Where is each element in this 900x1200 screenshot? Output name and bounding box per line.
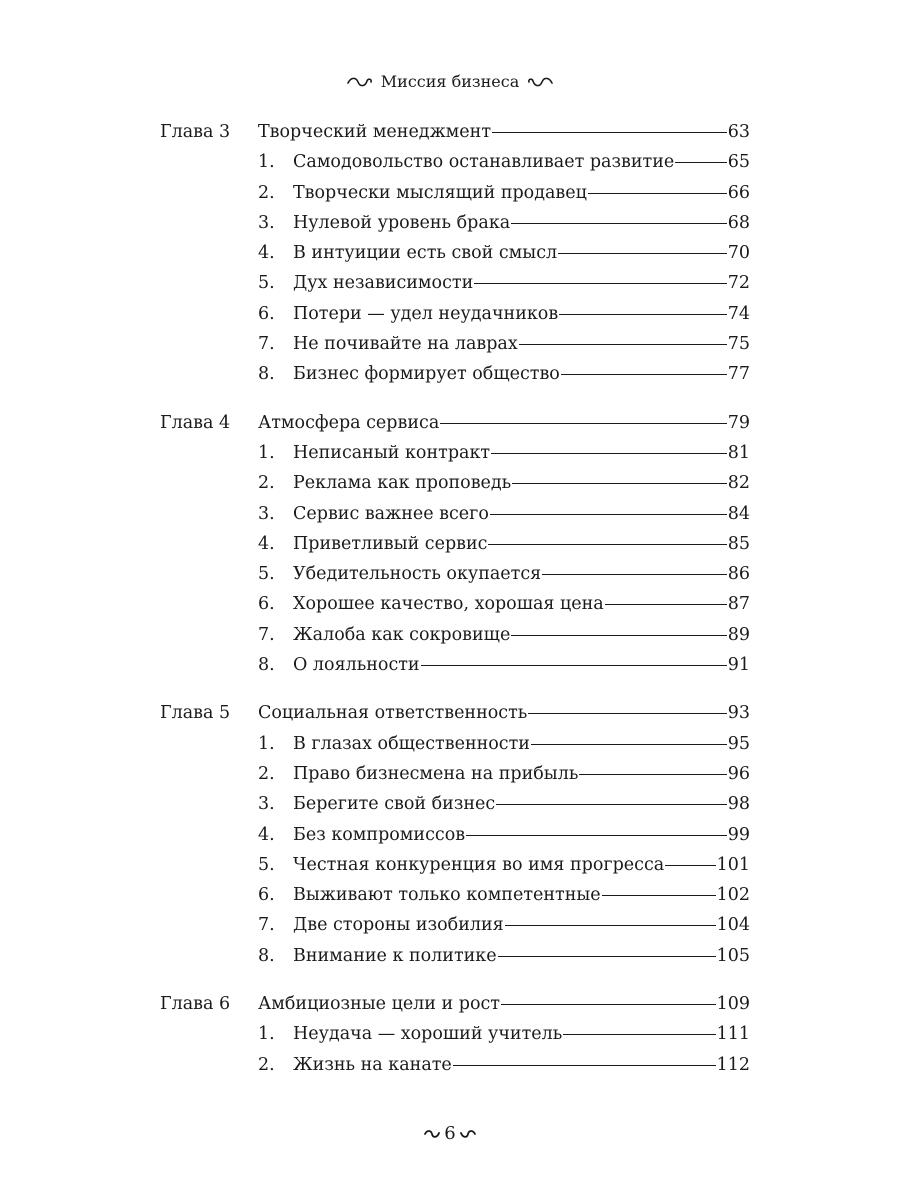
leader-line (665, 865, 715, 866)
entry-title: Без компромиссов (293, 824, 466, 845)
toc-entry (160, 438, 750, 468)
leader-line (453, 1065, 716, 1066)
leader-line (588, 193, 727, 194)
chapter-page: 79 (727, 412, 750, 433)
entry-page: 66 (727, 182, 750, 203)
entry-number: 3. (258, 794, 275, 815)
toc-entry (160, 880, 750, 910)
leader-line (501, 1004, 716, 1005)
entry-number: 2. (258, 473, 275, 494)
leader-line (563, 1034, 715, 1035)
chapter-label: Глава 3 (160, 122, 231, 142)
toc-entry (160, 468, 750, 498)
chapter-label: Глава 6 (160, 994, 231, 1015)
toc-entry (160, 1019, 750, 1049)
chapter-label: Глава 4 (160, 412, 231, 433)
leader-line (559, 314, 727, 315)
toc-entry (160, 729, 750, 759)
entry-page: 98 (727, 794, 750, 815)
leader-line (511, 635, 726, 636)
leader-line (605, 604, 727, 605)
toc-entry (160, 1050, 750, 1080)
toc-entry (160, 529, 750, 559)
toc-entry (160, 559, 750, 589)
entry-number: 1. (258, 733, 275, 754)
entry-title: Две стороны изобилия (293, 915, 504, 936)
entry-number: 7. (258, 624, 275, 645)
entry-title: Бизнес формирует общество (293, 364, 560, 385)
entry-page: 81 (727, 442, 750, 463)
entry-title: Хорошее качество, хорошая цена (293, 594, 604, 615)
leader-line (490, 514, 727, 515)
entry-title: Внимание к политике (293, 945, 497, 966)
entry-number: 8. (258, 655, 275, 676)
toc-entry (160, 589, 750, 619)
entry-number: 4. (258, 533, 275, 554)
entry-title: Реклама как проповедь (293, 473, 512, 494)
entry-title: О лояльности (293, 655, 420, 676)
leader-line (579, 774, 726, 775)
entry-number: 1. (258, 1024, 275, 1045)
entry-title: Сервис важнее всего (293, 503, 489, 524)
leader-line (531, 744, 727, 745)
toc-entry (160, 238, 750, 268)
toc-entry (160, 299, 750, 329)
chapter-section (160, 698, 750, 971)
entry-page: 95 (727, 733, 750, 754)
leader-line (528, 713, 726, 714)
entry-number: 8. (258, 945, 275, 966)
page-number: 6 (444, 1123, 456, 1144)
entry-number: 6. (258, 885, 275, 906)
toc-entry (160, 178, 750, 208)
chapter-heading (160, 698, 750, 728)
entry-page: 77 (727, 364, 750, 385)
leader-line (498, 956, 716, 957)
toc-entry (160, 268, 750, 298)
entry-page: 65 (727, 152, 750, 173)
flourish-left-icon (424, 1129, 440, 1139)
toc-entry (160, 208, 750, 238)
leader-line (466, 835, 727, 836)
entry-title: Жалоба как сокровище (293, 624, 511, 645)
entry-number: 5. (258, 854, 275, 875)
toc-entry (160, 850, 750, 880)
entry-page: 85 (727, 533, 750, 554)
entry-page: 70 (727, 243, 750, 264)
chapter-title: Атмосфера сервиса (258, 412, 440, 433)
entry-number: 4. (258, 243, 275, 264)
entry-number: 1. (258, 152, 275, 173)
entry-number: 7. (258, 334, 275, 355)
leader-line (496, 804, 727, 805)
chapter-section (160, 408, 750, 681)
leader-line (602, 895, 716, 896)
chapter-heading (160, 408, 750, 438)
toc-entry (160, 329, 750, 359)
leader-line (505, 925, 716, 926)
entry-number: 2. (258, 1054, 275, 1075)
leader-line (561, 374, 727, 375)
leader-line (421, 665, 727, 666)
toc-entry (160, 789, 750, 819)
entry-title: Неудача — хороший учитель (293, 1024, 563, 1045)
entry-title: Творчески мыслящий продавец (293, 182, 587, 203)
entry-number: 8. (258, 364, 275, 385)
chapter-heading (160, 117, 750, 147)
leader-line (512, 483, 727, 484)
leader-line (491, 453, 727, 454)
entry-title: Право бизнесмена на прибыль (293, 763, 579, 784)
entry-page: 111 (716, 1024, 750, 1045)
chapter-heading (160, 989, 750, 1019)
toc-entry (160, 147, 750, 177)
entry-page: 72 (727, 273, 750, 294)
entry-page: 89 (727, 624, 750, 645)
leader-line (492, 132, 727, 133)
chapter-section (160, 117, 750, 390)
entry-title: Дух независимости (293, 273, 474, 294)
header-title: Миссия бизнеса (380, 72, 520, 91)
entry-title: Берегите свой бизнес (293, 794, 496, 815)
chapter-label: Глава 5 (160, 703, 231, 724)
leader-line (519, 344, 727, 345)
toc-entry (160, 499, 750, 529)
entry-page: 91 (727, 655, 750, 676)
entry-page: 102 (716, 885, 750, 906)
toc-entry (160, 910, 750, 940)
entry-page: 68 (727, 212, 750, 233)
entry-number: 3. (258, 212, 275, 233)
entry-number: 2. (258, 763, 275, 784)
entry-number: 5. (258, 564, 275, 585)
running-header (0, 72, 900, 91)
entry-title: Честная конкуренция во имя прогресса (293, 854, 665, 875)
flourish-right-icon (460, 1129, 476, 1139)
toc-entry (160, 359, 750, 389)
entry-title: В глазах общественности (293, 733, 530, 754)
entry-page: 99 (727, 824, 750, 845)
leader-line (542, 574, 727, 575)
entry-number: 7. (258, 915, 275, 936)
entry-page: 87 (727, 594, 750, 615)
entry-page: 74 (727, 303, 750, 324)
leader-line (488, 544, 726, 545)
flourish-right-icon (527, 76, 553, 88)
entry-page: 86 (727, 564, 750, 585)
chapter-title: Творческий менеджмент (258, 122, 491, 142)
leader-line (675, 162, 727, 163)
chapter-title: Социальная ответственность (258, 703, 528, 724)
entry-title: Выживают только компетентные (293, 885, 601, 906)
entry-number: 6. (258, 303, 275, 324)
toc-entry (160, 620, 750, 650)
entry-title: В интуиции есть свой смысл (293, 243, 558, 264)
chapter-section (160, 989, 750, 1080)
chapter-page: 63 (727, 122, 750, 142)
entry-title: Приветливый сервис (293, 533, 488, 554)
toc-entry (160, 820, 750, 850)
entry-page: 82 (727, 473, 750, 494)
leader-line (474, 283, 726, 284)
entry-number: 4. (258, 824, 275, 845)
leader-line (440, 423, 726, 424)
entry-page: 84 (727, 503, 750, 524)
entry-number: 1. (258, 442, 275, 463)
leader-line (558, 253, 727, 254)
entry-number: 5. (258, 273, 275, 294)
entry-title: Самодовольство останавливает развитие (293, 152, 675, 173)
entry-page: 101 (716, 854, 750, 875)
toc-entry (160, 650, 750, 680)
chapter-page: 109 (716, 994, 750, 1015)
leader-line (511, 223, 727, 224)
entry-title: Жизнь на канате (293, 1054, 452, 1075)
table-of-contents (160, 117, 750, 1098)
entry-number: 3. (258, 503, 275, 524)
entry-title: Неписаный контракт (293, 442, 491, 463)
entry-title: Убедительность окупается (293, 564, 542, 585)
entry-title: Потери — удел неудачников (293, 303, 559, 324)
entry-page: 112 (716, 1054, 750, 1075)
chapter-page: 93 (727, 703, 750, 724)
toc-entry (160, 759, 750, 789)
entry-page: 75 (727, 334, 750, 355)
chapter-title: Амбициозные цели и рост (258, 994, 500, 1015)
entry-number: 2. (258, 182, 275, 203)
entry-page: 104 (716, 915, 750, 936)
entry-number: 6. (258, 594, 275, 615)
flourish-left-icon (347, 76, 373, 88)
entry-page: 105 (716, 945, 750, 966)
toc-entry (160, 941, 750, 971)
entry-title: Нулевой уровень брака (293, 212, 511, 233)
entry-title: Не почивайте на лаврах (293, 334, 518, 355)
entry-page: 96 (727, 763, 750, 784)
page-footer (0, 1123, 900, 1144)
